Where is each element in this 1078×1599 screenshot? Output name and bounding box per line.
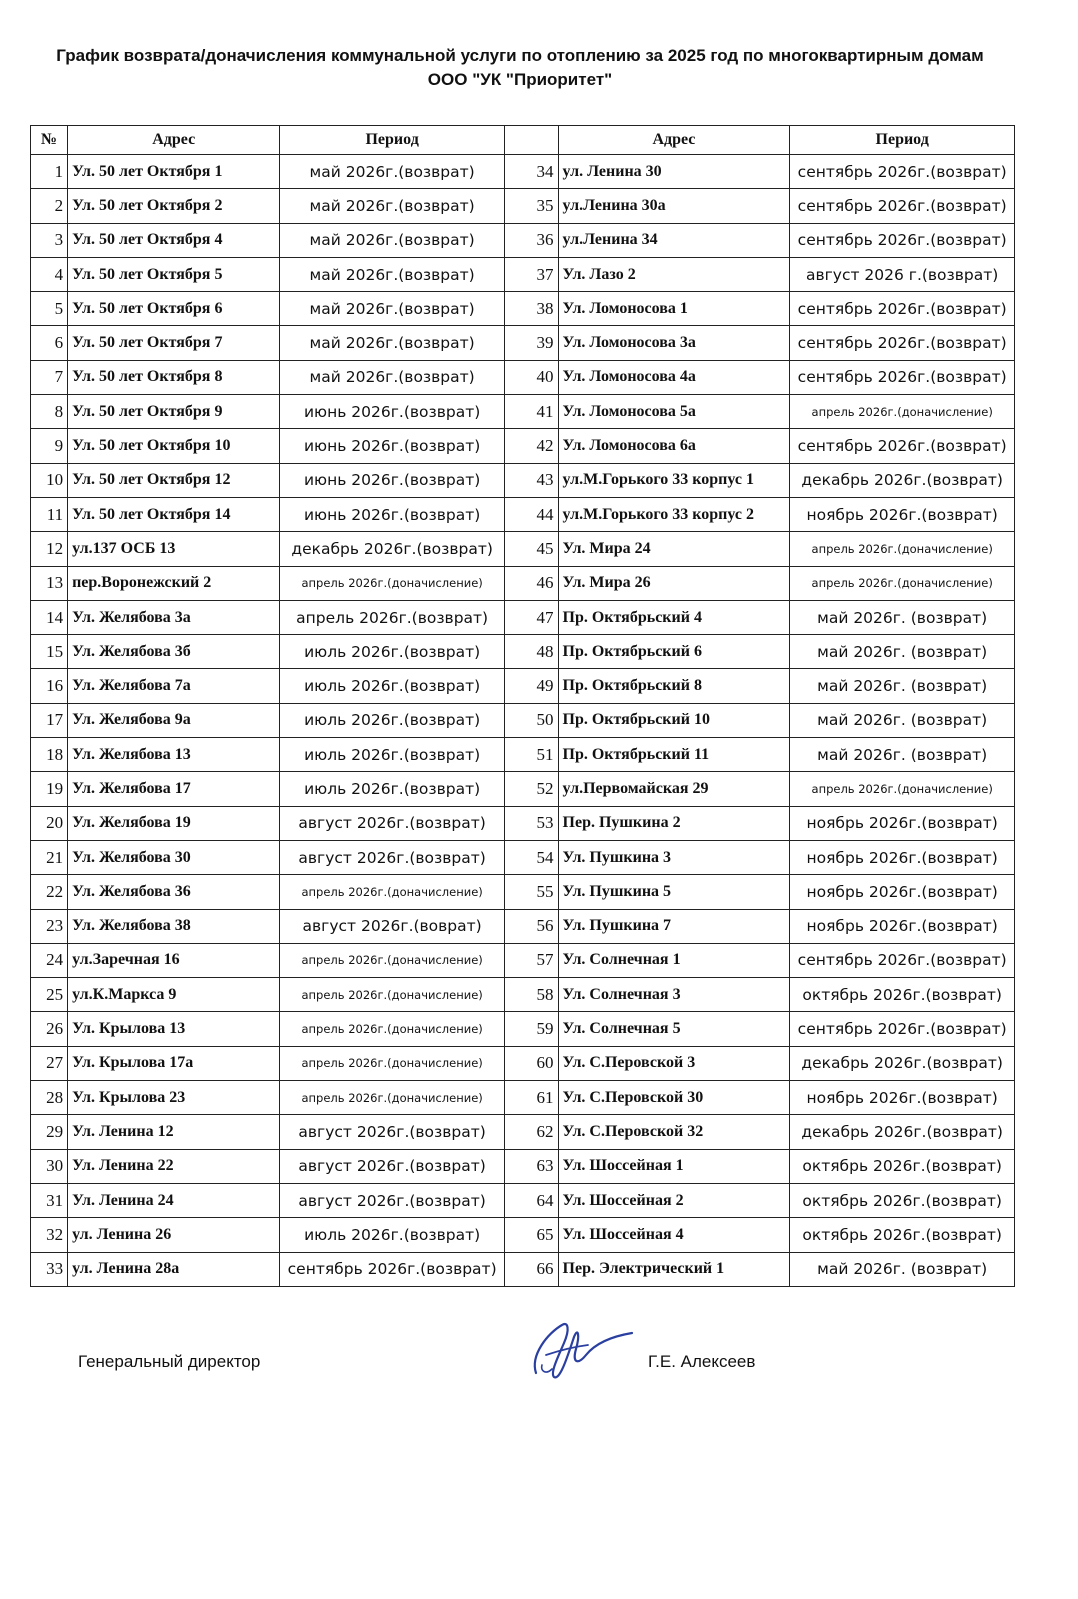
row-address-2: Пр. Октябрьский 10 — [558, 703, 790, 737]
row-address: ул.Заречная 16 — [68, 943, 280, 977]
row-address: Ул. Желябова 30 — [68, 840, 280, 874]
header-num-2 — [504, 126, 558, 155]
row-period: август 2026г.(возврат) — [280, 1149, 505, 1183]
row-period: июль 2026г.(возврат) — [280, 772, 505, 806]
table-row — [31, 463, 1015, 497]
row-number-2: 57 — [504, 943, 558, 977]
table-row — [31, 943, 1015, 977]
table-row — [31, 155, 1015, 189]
row-period: апрель 2026г.(доначисление) — [280, 875, 505, 909]
row-period: август 2026г.(воврат) — [280, 909, 505, 943]
row-number-2: 48 — [504, 635, 558, 669]
row-address: Ул. Ленина 24 — [68, 1183, 280, 1217]
row-address-2: Ул. Мира 24 — [558, 532, 790, 566]
row-address-2: Пр. Октябрьский 4 — [558, 600, 790, 634]
row-period-2: октябрь 2026г.(возврат) — [790, 1218, 1015, 1252]
row-period-2: декабрь 2026г.(возврат) — [790, 1115, 1015, 1149]
row-address-2: Пер. Пушкина 2 — [558, 806, 790, 840]
row-number-2: 56 — [504, 909, 558, 943]
row-period-2: апрель 2026г.(доначисление) — [790, 772, 1015, 806]
table-body — [31, 155, 1015, 1287]
row-number-2: 36 — [504, 223, 558, 257]
table-row — [31, 326, 1015, 360]
row-period: май 2026г.(возврат) — [280, 292, 505, 326]
row-address-2: ул.М.Горького 33 корпус 1 — [558, 463, 790, 497]
row-period: май 2026г.(возврат) — [280, 360, 505, 394]
row-number: 33 — [31, 1252, 68, 1286]
row-period: июнь 2026г.(возврат) — [280, 463, 505, 497]
row-number-2: 41 — [504, 395, 558, 429]
row-address-2: ул. Ленина 30 — [558, 155, 790, 189]
row-address: Ул. Желябова 13 — [68, 738, 280, 772]
row-period: апрель 2026г.(доначисление) — [280, 1012, 505, 1046]
row-period-2: сентябрь 2026г.(возврат) — [790, 326, 1015, 360]
row-number-2: 39 — [504, 326, 558, 360]
row-address-2: Ул. Пушкина 3 — [558, 840, 790, 874]
row-period-2: ноябрь 2026г.(возврат) — [790, 806, 1015, 840]
row-period-2: сентябрь 2026г.(возврат) — [790, 360, 1015, 394]
row-period: сентябрь 2026г.(возврат) — [280, 1252, 505, 1286]
row-address-2: Ул. Ломоносова 4а — [558, 360, 790, 394]
row-number: 11 — [31, 497, 68, 531]
row-number: 29 — [31, 1115, 68, 1149]
row-address-2: Ул. Шоссейная 2 — [558, 1183, 790, 1217]
row-period: май 2026г.(возврат) — [280, 155, 505, 189]
row-period-2: октябрь 2026г.(возврат) — [790, 1149, 1015, 1183]
row-address: Ул. 50 лет Октября 12 — [68, 463, 280, 497]
row-period-2: сентябрь 2026г.(возврат) — [790, 292, 1015, 326]
table-row — [31, 360, 1015, 394]
row-number-2: 45 — [504, 532, 558, 566]
row-address: Ул. 50 лет Октября 14 — [68, 497, 280, 531]
row-address: Ул. 50 лет Октября 8 — [68, 360, 280, 394]
row-address: ул.137 ОСБ 13 — [68, 532, 280, 566]
row-address-2: Ул. Солнечная 5 — [558, 1012, 790, 1046]
table-row — [31, 806, 1015, 840]
row-number-2: 58 — [504, 978, 558, 1012]
row-period-2: октябрь 2026г.(возврат) — [790, 1183, 1015, 1217]
row-number: 13 — [31, 566, 68, 600]
row-period: август 2026г.(возврат) — [280, 1183, 505, 1217]
table-row — [31, 532, 1015, 566]
row-period-2: май 2026г. (возврат) — [790, 703, 1015, 737]
table-row — [31, 292, 1015, 326]
row-number-2: 40 — [504, 360, 558, 394]
table-row — [31, 738, 1015, 772]
row-period: апрель 2026г.(доначисление) — [280, 978, 505, 1012]
row-period: апрель 2026г.(доначисление) — [280, 1081, 505, 1115]
row-period: апрель 2026г.(возврат) — [280, 600, 505, 634]
row-number-2: 34 — [504, 155, 558, 189]
row-number-2: 44 — [504, 497, 558, 531]
table-row — [31, 429, 1015, 463]
row-number: 4 — [31, 257, 68, 291]
row-address: Ул. Желябова 38 — [68, 909, 280, 943]
signature-image — [528, 1315, 643, 1385]
table-row — [31, 840, 1015, 874]
row-address-2: Ул. С.Перовской 30 — [558, 1081, 790, 1115]
row-period-2: ноябрь 2026г.(возврат) — [790, 1081, 1015, 1115]
row-number-2: 35 — [504, 189, 558, 223]
row-address-2: Ул. Солнечная 3 — [558, 978, 790, 1012]
row-number: 5 — [31, 292, 68, 326]
row-address: Ул. 50 лет Октября 4 — [68, 223, 280, 257]
row-number-2: 52 — [504, 772, 558, 806]
row-period-2: сентябрь 2026г.(возврат) — [790, 155, 1015, 189]
row-address: Ул. Желябова 36 — [68, 875, 280, 909]
row-number: 30 — [31, 1149, 68, 1183]
row-address: Ул. Желябова 3а — [68, 600, 280, 634]
row-number: 21 — [31, 840, 68, 874]
row-number: 9 — [31, 429, 68, 463]
table-row — [31, 189, 1015, 223]
row-address: Ул. Желябова 7а — [68, 669, 280, 703]
table-row — [31, 772, 1015, 806]
row-period-2: сентябрь 2026г.(возврат) — [790, 943, 1015, 977]
table-row — [31, 1218, 1015, 1252]
table-row — [31, 1081, 1015, 1115]
row-address: Ул. Желябова 3б — [68, 635, 280, 669]
row-number: 7 — [31, 360, 68, 394]
row-number-2: 65 — [504, 1218, 558, 1252]
row-address-2: Ул. Пушкина 7 — [558, 909, 790, 943]
signatory-name: Г.Е. Алексеев — [648, 1352, 756, 1371]
row-number-2: 59 — [504, 1012, 558, 1046]
row-period-2: декабрь 2026г.(возврат) — [790, 463, 1015, 497]
header-num: № — [31, 126, 68, 155]
row-address: Ул. Ленина 22 — [68, 1149, 280, 1183]
row-number-2: 55 — [504, 875, 558, 909]
row-number: 27 — [31, 1046, 68, 1080]
row-number-2: 63 — [504, 1149, 558, 1183]
row-number: 31 — [31, 1183, 68, 1217]
table-row — [31, 875, 1015, 909]
row-address: Ул. 50 лет Октября 6 — [68, 292, 280, 326]
row-number-2: 37 — [504, 257, 558, 291]
header-address: Адрес — [68, 126, 280, 155]
row-address-2: ул.Первомайская 29 — [558, 772, 790, 806]
header-period-2: Период — [790, 126, 1015, 155]
row-address-2: Ул. С.Перовской 32 — [558, 1115, 790, 1149]
table-row — [31, 1046, 1015, 1080]
row-number: 23 — [31, 909, 68, 943]
table-row — [31, 703, 1015, 737]
row-period: июль 2026г.(возврат) — [280, 669, 505, 703]
table-row — [31, 600, 1015, 634]
row-number-2: 46 — [504, 566, 558, 600]
row-number: 24 — [31, 943, 68, 977]
row-address: Ул. 50 лет Октября 5 — [68, 257, 280, 291]
row-number-2: 66 — [504, 1252, 558, 1286]
row-address: Ул. Крылова 17а — [68, 1046, 280, 1080]
row-period: апрель 2026г.(доначисление) — [280, 566, 505, 600]
table-row — [31, 1149, 1015, 1183]
row-number: 16 — [31, 669, 68, 703]
row-address-2: Ул. Пушкина 5 — [558, 875, 790, 909]
row-period: июнь 2026г.(возврат) — [280, 429, 505, 463]
row-address: ул.К.Маркса 9 — [68, 978, 280, 1012]
title-line-2: ООО "УК "Приоритет" — [427, 70, 613, 89]
row-period: июль 2026г.(возврат) — [280, 738, 505, 772]
row-address: ул. Ленина 28а — [68, 1252, 280, 1286]
row-period: декабрь 2026г.(возврат) — [280, 532, 505, 566]
row-number-2: 60 — [504, 1046, 558, 1080]
row-period: апрель 2026г.(доначисление) — [280, 1046, 505, 1080]
row-address-2: ул.М.Горького 33 корпус 2 — [558, 497, 790, 531]
row-number: 19 — [31, 772, 68, 806]
table-row — [31, 1183, 1015, 1217]
row-address: Ул. Желябова 9а — [68, 703, 280, 737]
schedule-table — [30, 125, 1015, 1287]
row-number: 15 — [31, 635, 68, 669]
table-row — [31, 566, 1015, 600]
row-period-2: ноябрь 2026г.(возврат) — [790, 909, 1015, 943]
row-period-2: сентябрь 2026г.(возврат) — [790, 223, 1015, 257]
row-number-2: 51 — [504, 738, 558, 772]
table-row — [31, 497, 1015, 531]
row-address: ул. Ленина 26 — [68, 1218, 280, 1252]
row-address: Ул. Ленина 12 — [68, 1115, 280, 1149]
row-address-2: Ул. Шоссейная 4 — [558, 1218, 790, 1252]
row-address-2: ул.Ленина 30а — [558, 189, 790, 223]
row-period: июль 2026г.(возврат) — [280, 703, 505, 737]
row-number-2: 43 — [504, 463, 558, 497]
row-number-2: 42 — [504, 429, 558, 463]
row-address-2: Ул. Солнечная 1 — [558, 943, 790, 977]
row-number: 32 — [31, 1218, 68, 1252]
table-row — [31, 1252, 1015, 1286]
signatory-role: Генеральный директор — [78, 1352, 261, 1371]
row-address-2: Ул. Ломоносова 3а — [558, 326, 790, 360]
row-period: апрель 2026г.(доначисление) — [280, 943, 505, 977]
row-address-2: Ул. Лазо 2 — [558, 257, 790, 291]
table-row — [31, 1012, 1015, 1046]
row-address-2: Пр. Октябрьский 8 — [558, 669, 790, 703]
row-address: Ул. 50 лет Октября 7 — [68, 326, 280, 360]
row-period: июнь 2026г.(возврат) — [280, 395, 505, 429]
row-number: 28 — [31, 1081, 68, 1115]
row-number: 2 — [31, 189, 68, 223]
table-row — [31, 635, 1015, 669]
row-period-2: апрель 2026г.(доначисление) — [790, 395, 1015, 429]
row-number-2: 61 — [504, 1081, 558, 1115]
row-address-2: Ул. Ломоносова 5а — [558, 395, 790, 429]
row-address-2: Ул. Мира 26 — [558, 566, 790, 600]
header-address-2: Адрес — [558, 126, 790, 155]
row-number-2: 38 — [504, 292, 558, 326]
row-address: Ул. 50 лет Октября 9 — [68, 395, 280, 429]
row-period-2: октябрь 2026г.(возврат) — [790, 978, 1015, 1012]
row-period-2: май 2026г. (возврат) — [790, 635, 1015, 669]
row-address: Ул. 50 лет Октября 1 — [68, 155, 280, 189]
table-row — [31, 395, 1015, 429]
row-number-2: 49 — [504, 669, 558, 703]
table-row — [31, 978, 1015, 1012]
row-period: август 2026г.(возврат) — [280, 1115, 505, 1149]
row-address: Ул. 50 лет Октября 10 — [68, 429, 280, 463]
row-period-2: ноябрь 2026г.(возврат) — [790, 875, 1015, 909]
row-period-2: май 2026г. (возврат) — [790, 738, 1015, 772]
row-period: июнь 2026г.(возврат) — [280, 497, 505, 531]
row-number: 12 — [31, 532, 68, 566]
row-period-2: апрель 2026г.(доначисление) — [790, 566, 1015, 600]
row-address-2: Пр. Октябрьский 6 — [558, 635, 790, 669]
row-address: Ул. Желябова 17 — [68, 772, 280, 806]
document-title — [20, 44, 1020, 92]
row-number: 8 — [31, 395, 68, 429]
row-number-2: 53 — [504, 806, 558, 840]
table-row — [31, 1115, 1015, 1149]
table-row — [31, 669, 1015, 703]
row-period: май 2026г.(возврат) — [280, 257, 505, 291]
row-period-2: декабрь 2026г.(возврат) — [790, 1046, 1015, 1080]
row-period: май 2026г.(возврат) — [280, 223, 505, 257]
row-address: Ул. Крылова 23 — [68, 1081, 280, 1115]
row-address: Ул. 50 лет Октября 2 — [68, 189, 280, 223]
row-period: август 2026г.(возврат) — [280, 840, 505, 874]
row-period-2: сентябрь 2026г.(возврат) — [790, 189, 1015, 223]
row-period-2: ноябрь 2026г.(возврат) — [790, 497, 1015, 531]
row-period-2: август 2026 г.(возврат) — [790, 257, 1015, 291]
row-number-2: 64 — [504, 1183, 558, 1217]
table-row — [31, 257, 1015, 291]
row-period: июль 2026г.(возврат) — [280, 1218, 505, 1252]
row-period-2: сентябрь 2026г.(возврат) — [790, 429, 1015, 463]
row-period-2: ноябрь 2026г.(возврат) — [790, 840, 1015, 874]
row-period: август 2026г.(возврат) — [280, 806, 505, 840]
row-period-2: май 2026г. (возврат) — [790, 669, 1015, 703]
row-address-2: Ул. Ломоносова 1 — [558, 292, 790, 326]
row-period-2: май 2026г. (возврат) — [790, 1252, 1015, 1286]
row-number: 25 — [31, 978, 68, 1012]
row-address-2: Пр. Октябрьский 11 — [558, 738, 790, 772]
row-period: июль 2026г.(возврат) — [280, 635, 505, 669]
row-period-2: апрель 2026г.(доначисление) — [790, 532, 1015, 566]
row-address: Ул. Желябова 19 — [68, 806, 280, 840]
row-address: пер.Воронежский 2 — [68, 566, 280, 600]
row-number: 22 — [31, 875, 68, 909]
row-period-2: май 2026г. (возврат) — [790, 600, 1015, 634]
row-address-2: Ул. С.Перовской 3 — [558, 1046, 790, 1080]
row-period: май 2026г.(возврат) — [280, 326, 505, 360]
row-number: 6 — [31, 326, 68, 360]
row-number: 3 — [31, 223, 68, 257]
title-line-1: График возврата/доначисления коммунальной услуги по отоплению за 2025 год по многоквартирным домам — [56, 46, 984, 65]
row-number: 1 — [31, 155, 68, 189]
table-row — [31, 909, 1015, 943]
header-period: Период — [280, 126, 505, 155]
row-number-2: 50 — [504, 703, 558, 737]
row-address-2: Ул. Ломоносова 6а — [558, 429, 790, 463]
row-number: 10 — [31, 463, 68, 497]
row-period-2: сентябрь 2026г.(возврат) — [790, 1012, 1015, 1046]
row-number: 20 — [31, 806, 68, 840]
row-address-2: Пер. Электрический 1 — [558, 1252, 790, 1286]
row-address-2: ул.Ленина 34 — [558, 223, 790, 257]
row-number: 26 — [31, 1012, 68, 1046]
row-period: май 2026г.(возврат) — [280, 189, 505, 223]
row-number: 14 — [31, 600, 68, 634]
row-address-2: Ул. Шоссейная 1 — [558, 1149, 790, 1183]
row-number-2: 47 — [504, 600, 558, 634]
table-header-row — [31, 126, 1015, 155]
table-row — [31, 223, 1015, 257]
row-number-2: 62 — [504, 1115, 558, 1149]
row-number: 18 — [31, 738, 68, 772]
row-number-2: 54 — [504, 840, 558, 874]
row-address: Ул. Крылова 13 — [68, 1012, 280, 1046]
row-number: 17 — [31, 703, 68, 737]
